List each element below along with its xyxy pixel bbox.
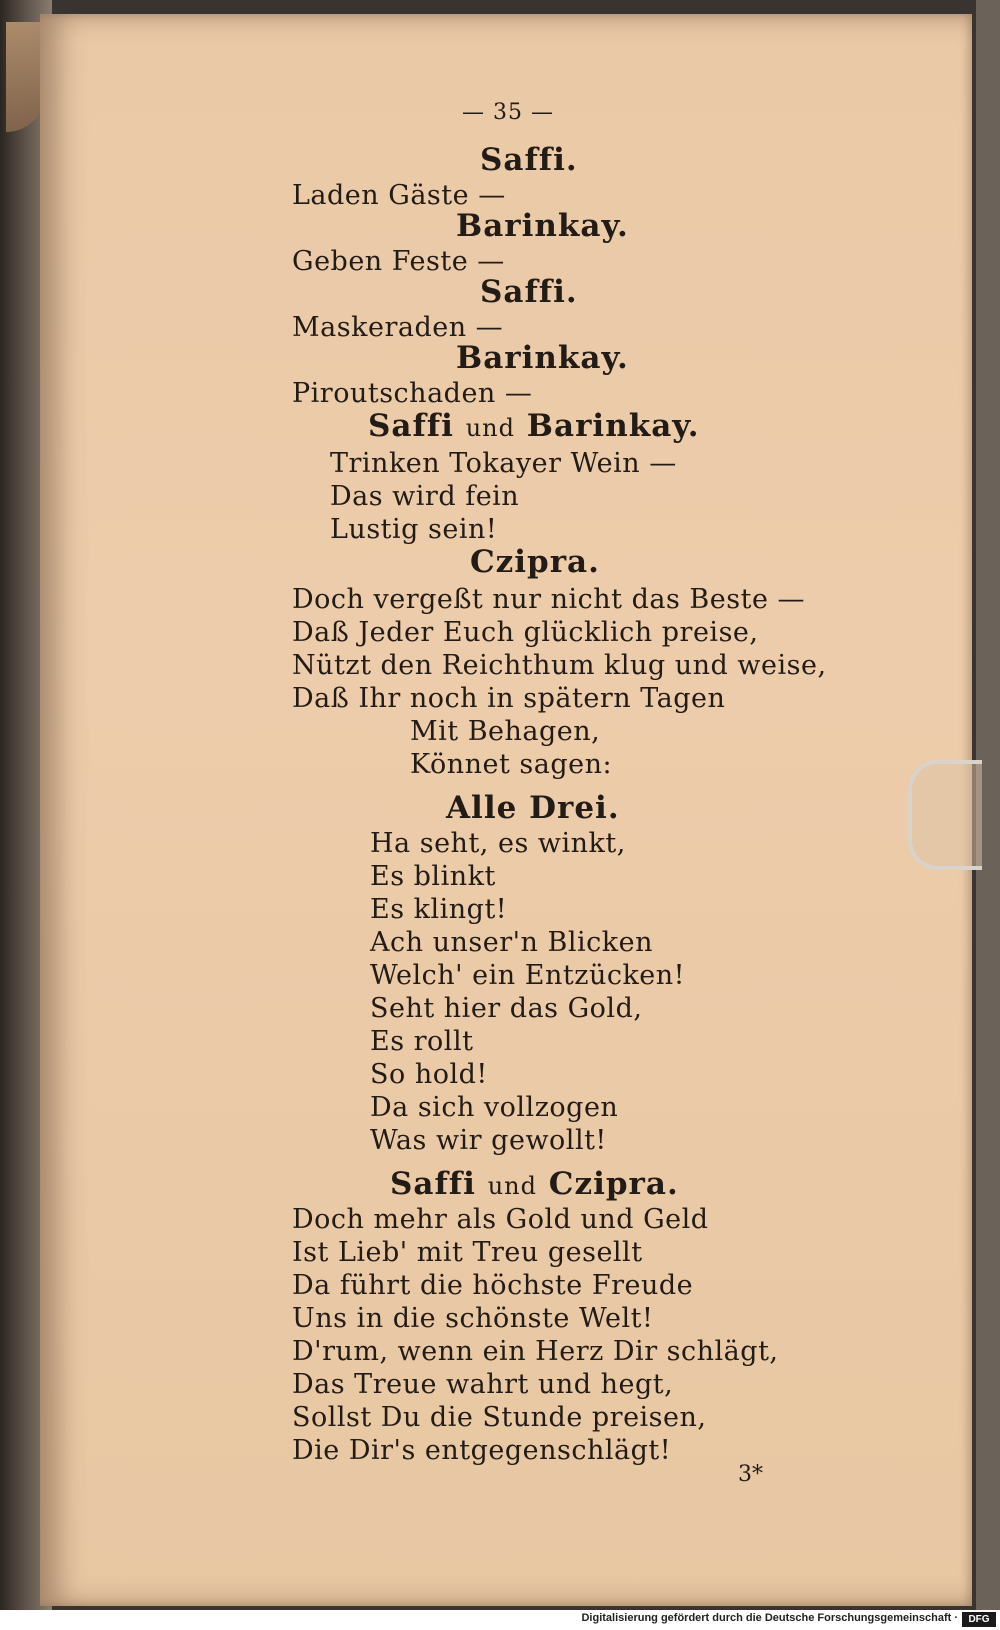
speaker-heading: Saffi. <box>480 142 578 178</box>
verse-line: Mit Behagen, <box>410 716 601 747</box>
digitization-footer <box>0 1610 1000 1630</box>
verse-line: Da führt die höchste Freude <box>292 1270 694 1301</box>
verse-line: Geben Feste — <box>292 246 505 277</box>
verse-line: D'rum, wenn ein Herz Dir schlägt, <box>292 1336 779 1367</box>
verse-line: Doch vergeßt nur nicht das Beste — <box>292 584 806 615</box>
verse-line: Es klingt! <box>370 894 508 925</box>
verse-line: Ist Lieb' mit Treu gesellt <box>292 1237 643 1268</box>
verse-line: Die Dir's entgegenschlägt! <box>292 1435 672 1466</box>
signature-mark: 3* <box>738 1462 763 1487</box>
speaker-name: Barinkay. <box>526 408 700 444</box>
verse-line: Piroutschaden — <box>292 378 533 409</box>
verse-line: Daß Ihr noch in spätern Tagen <box>292 683 726 714</box>
funding-credit: Digitalisierung gefördert durch die Deutsche Forschungsgemeinschaft · <box>581 1612 958 1624</box>
verse-line: Was wir gewollt! <box>370 1125 607 1156</box>
verse-line: Ach unser'n Blicken <box>370 927 653 958</box>
verse-line: Daß Jeder Euch glücklich preise, <box>292 617 759 648</box>
verse-line: Nützt den Reichthum klug und weise, <box>292 650 827 681</box>
verse-line: So hold! <box>370 1059 488 1090</box>
speaker-heading: Barinkay. <box>456 208 629 244</box>
verse-line: Maskeraden — <box>292 312 504 343</box>
verse-line: Seht hier das Gold, <box>370 993 643 1024</box>
speaker-name: Saffi <box>368 408 454 444</box>
speaker-heading: Czipra. <box>470 544 600 580</box>
verse-line: Es blinkt <box>370 861 496 892</box>
verse-line: Welch' ein Entzücken! <box>370 960 686 991</box>
verse-line: Doch mehr als Gold und Geld <box>292 1204 709 1235</box>
verse-line: Sollst Du die Stunde preisen, <box>292 1402 707 1433</box>
verse-line: Trinken Tokayer Wein — <box>330 448 677 479</box>
speaker-name: Czipra. <box>548 1166 679 1202</box>
verse-line: Laden Gäste — <box>292 180 506 211</box>
speaker-heading: Alle Drei. <box>446 790 620 826</box>
verse-line: Da sich vollzogen <box>370 1092 619 1123</box>
verse-line: Könnet sagen: <box>410 749 613 780</box>
verse-line: Das Treue wahrt und hegt, <box>292 1369 674 1400</box>
verse-line: Lustig sein! <box>330 514 498 545</box>
speaker-heading <box>368 408 700 444</box>
speaker-heading: Barinkay. <box>456 340 629 376</box>
speaker-name: Saffi <box>390 1166 476 1202</box>
verse-line: Ha seht, es winkt, <box>370 828 626 859</box>
page-number: — 35 — <box>462 100 554 125</box>
verse-line: Uns in die schönste Welt! <box>292 1303 654 1334</box>
verse-line: Das wird fein <box>330 481 520 512</box>
speaker-heading: Saffi. <box>480 274 578 310</box>
speaker-heading <box>390 1166 679 1202</box>
speaker-conjunction: und <box>487 1172 537 1200</box>
speaker-conjunction: und <box>465 414 515 442</box>
verse-line: Es rollt <box>370 1026 474 1057</box>
bookmark-tab <box>908 760 982 870</box>
dfg-logo: DFG <box>962 1612 996 1627</box>
